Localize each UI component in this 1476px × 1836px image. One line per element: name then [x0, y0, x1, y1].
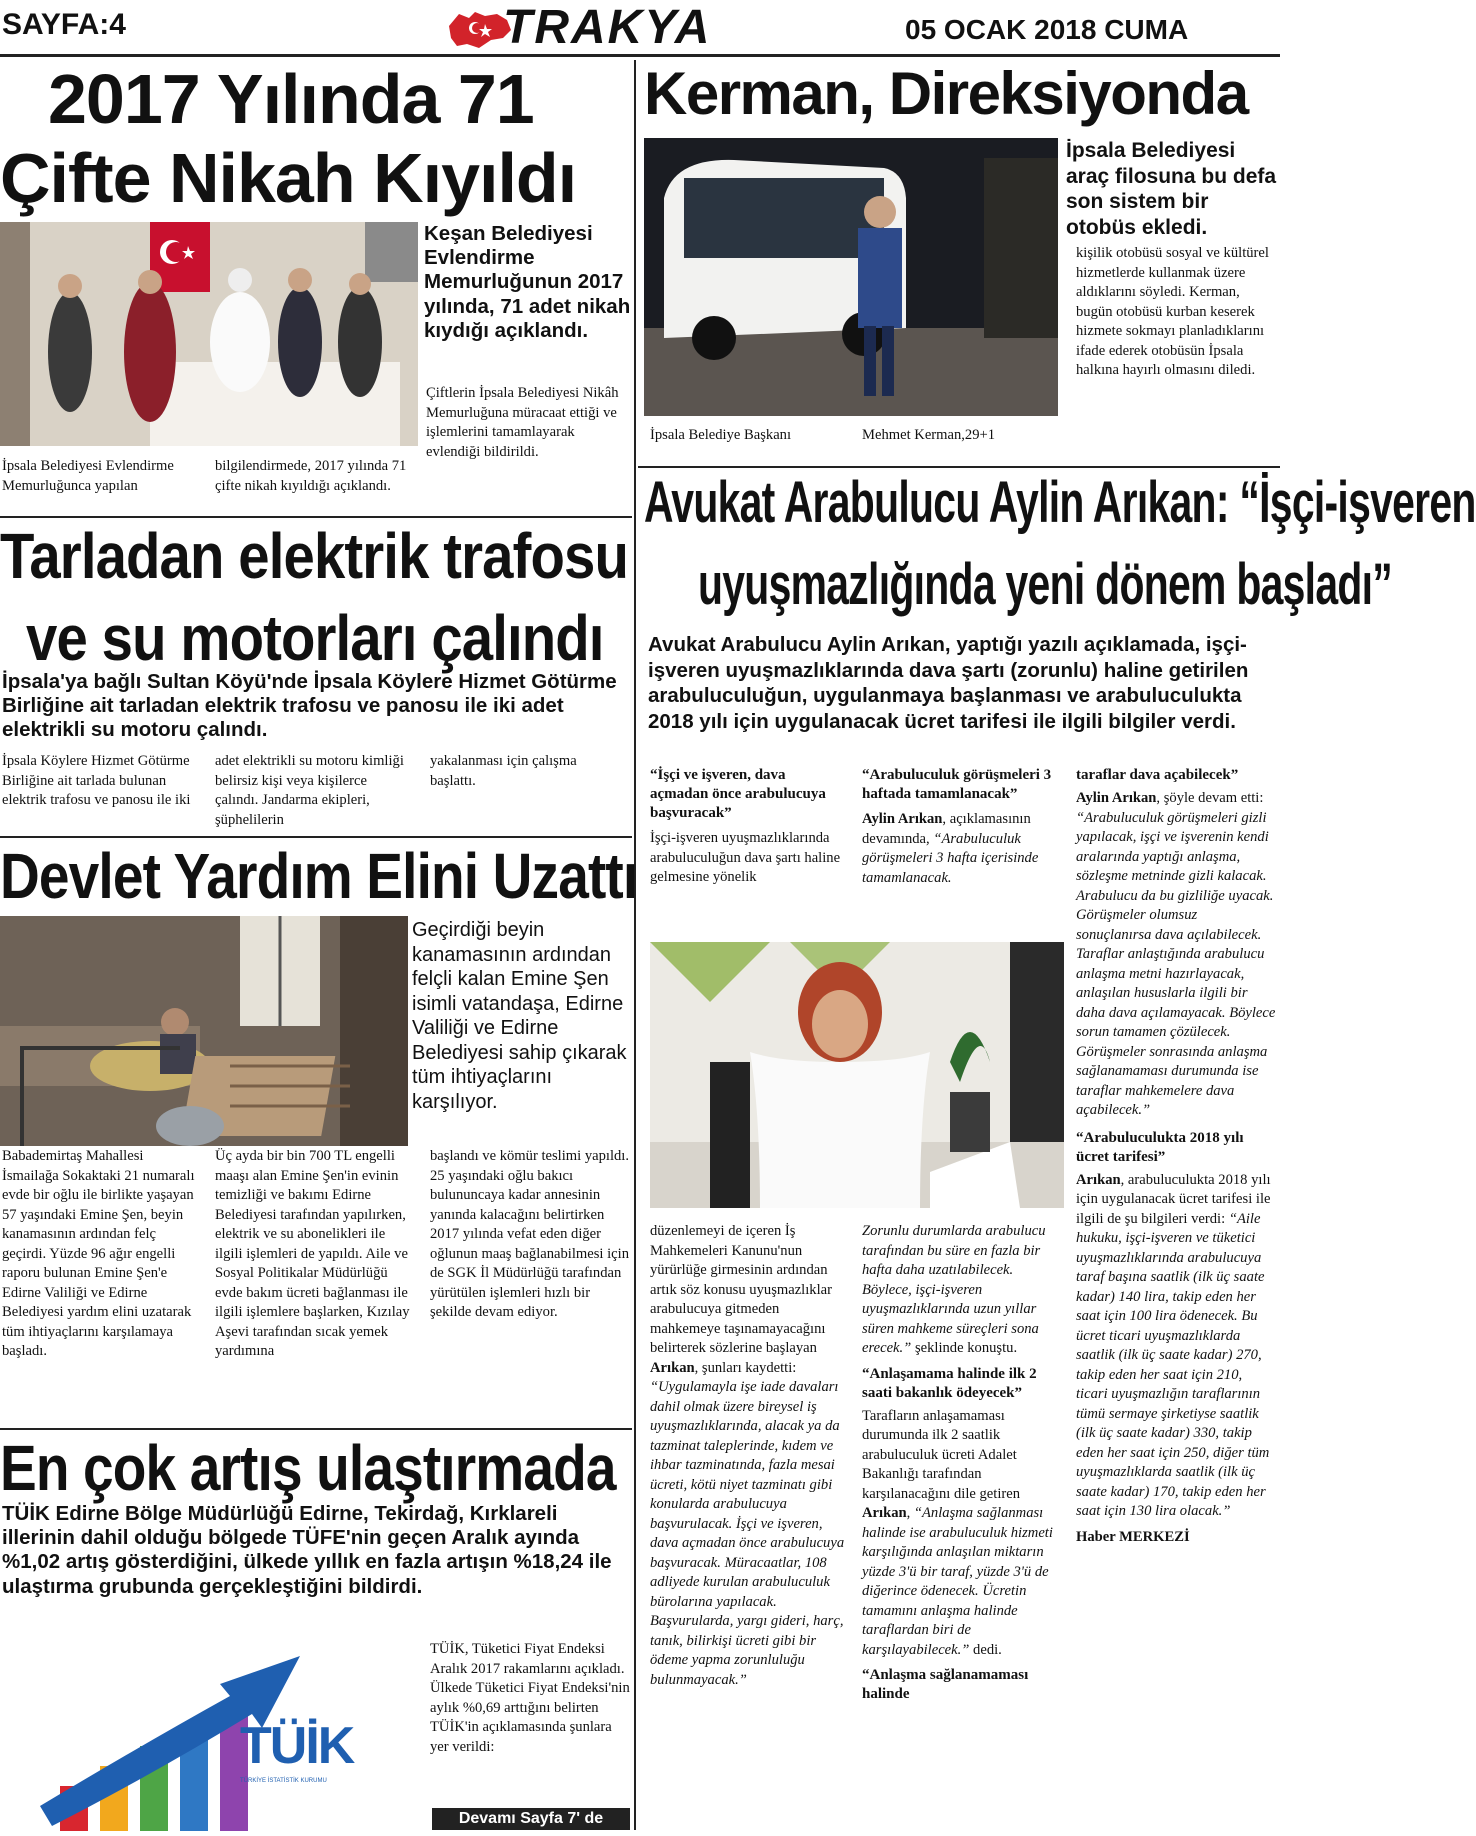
avukat-headline-2: uyuşmazlığında yeni dönem başladı” [698, 552, 1393, 617]
devlet-col3: başlandı ve kömür teslimi yapıldı. 25 yaşındaki oğlu bakıcı bulununcaya kadar annesinin yanında kalacağını belirtirken 2017 yılında vefat eden diğer oğlunun maaş bağlanabilmesi için de SGK İl Müdürlüğü tarafından yürütülen işlemleri hızlı bir şekilde devam ediyor. [430, 1148, 630, 1320]
avukat-col3 [1076, 766, 1276, 1547]
avukat-text: , şöyle devam etti: [1156, 790, 1264, 806]
page-number: SAYFA:4 [2, 8, 126, 41]
issue-date: 05 OCAK 2018 CUMA [905, 14, 1189, 45]
avukat-text: dedi. [969, 1641, 1002, 1658]
avukat-speaker: Arıkan [650, 1359, 695, 1376]
avukat-subheading: “Arabuluculukta 2018 yılı ücret tarifesi” [1076, 1129, 1244, 1165]
tuik-headline: En çok artış ulaştırmada [0, 1432, 616, 1504]
avukat-speaker: Aylin Arıkan [862, 811, 943, 827]
column-divider [634, 60, 636, 1830]
nikah-col3: Çiftlerin İpsala Belediyesi Nikâh Memurluğuna müracaat ettiği ve işlemlerini tamamlayarak evlendiği bildirildi. [426, 385, 619, 460]
avukat-lead: Avukat Arabulucu Aylin Arıkan, yaptığı yazılı açıklamada, işçi-işveren uyuşmazlıklarında dava şartı (zorunlu) haline getirilen arabuluculuğun, uygulanmaya başlanması ve arabuluculukta 2018 yılı için uygulanacak ücret tarifesi ile ilgili bilgiler verdi. [648, 633, 1249, 733]
avukat-subheading: “Arabuluculuk görüşmeleri 3 haftada tamamlanacak” [862, 767, 1052, 802]
nikah-lead: Keşan Belediyesi Evlendirme Memurluğunun 2017 yılında, 71 adet nikah kıydığı açıklandı. [424, 222, 631, 342]
trafo-headline-2: ve su motorları çalındı [26, 602, 604, 674]
kerman-body: kişilik otobüsü sosyal ve kültürel hizmetlerde kullanmak üzere aldıklarını söyledi. Kerman, bugün otobüsü kurban keserek hizmete sokmayı planladıklarını ifade ederek otobüsün İpsala halkına hayırlı olmasını diledi. [1076, 245, 1269, 378]
avukat-subheading: taraflar dava açabilecek” [1076, 767, 1239, 783]
avukat-col1-bottom [650, 1222, 848, 1690]
avukat-quote: “Arabuluculuk görüşmeleri gizli yapılacak, işçi ve işverenin kendi aralarında yaptığı anlaşma, sözleşme metninde gizli kalacak. Arabulucu da bu gizliliğe uyacak. Görüşmeler olumsuz sonuçlanırsa dava açılabilecek. Taraflar anlaştığında arabulucu anlaşma metni hazırlayacak, anlaşılan hususlarla ilgili bir daha dava açılamayacak. Böylece sorun tamamen çözülecek. Görüşmeler sonrasında anlaşma sağlanamaması durumunda ise taraflar mahkemelere dava açabilecek.” [1076, 809, 1276, 1118]
avukat-subheading: “İşçi ve işveren, dava açmadan önce arabulucuya başvuracak” [650, 767, 826, 821]
avukat-col1-top [650, 766, 846, 888]
tuik-logo-sub: TÜRKİYE İSTATİSTİK KURUMU [240, 1778, 327, 1784]
devlet-col1: Babademirtaş Mahallesi İsmailağa Sokaktaki 21 numaralı evde bir oğlu ile birlikte yaşayan 57 yaşındaki Emine Şen, beyin kanamasının ardından felç geçirdi. Yüzde 96 ağır engelli raporu bulunan Emine Şen'e Edirne Valiliği ve Edirne Belediyesi yardım elini uzatarak tüm ihtiyaçlarını karşılamaya başladı. [2, 1148, 195, 1359]
kerman-caption-1: İpsala Belediye Başkanı [650, 427, 792, 443]
avukat-photo [650, 942, 1064, 1208]
avukat-text: Tarafların anlaşamaması durumunda ilk 2 saatlik arabuluculuk ücreti Adalet Bakanlığı tarafından karşılanacağını dile getiren [862, 1407, 1021, 1502]
section-rule [638, 466, 1280, 468]
avukat-byline: Haber MERKEZİ [1076, 1528, 1190, 1545]
avukat-speaker: Arıkan [862, 1505, 907, 1521]
avukat-text: , arabuluculukta 2018 yılı için uygulanacak ücret tarifesi ile ilgili de şu bilgileri verdi: [1076, 1171, 1271, 1227]
avukat-col2-bottom: Zorunlu durumlarda arabulucu tarafından bu süre en fazla bir hafta daha uzatılabilecek. Böylece, işçi-işveren uyuşmazlıklarında uzun yıllar süren mahkeme süreçleri sona erecek.” şeklinde konuştu. “Anlaşamama halinde ilk 2 saati bakanlık ödeyecek” Tarafların anlaşamaması durumunda ilk 2 saatlik arabuluculuk ücreti Adalet Bakanlığı tarafından karşılanacağını dile getiren Arıkan, “Anlaşma sağlanması halinde ise arabuluculuk hizmeti karşılığında anlaşılan miktarın yüzde 3'ü bir taraf, yüzde 3'ü de diğerince ödenecek. Ücretin tamamını anlaşma halinde taraflardan biri de karşılayabilecek.” dedi. “Anlaşma sağlanamaması halinde [862, 1222, 1060, 1704]
trafo-lead: İpsala'ya bağlı Sultan Köyü'nde İpsala Köylere Hizmet Götürme Birliğine ait tarladan elektrik trafosu ve panosu ile iki adet elektrikli su motoru çalındı. [2, 670, 617, 742]
tuik-graphic [0, 1636, 420, 1831]
avukat-col2-top [862, 766, 1060, 888]
devlet-lead: Geçirdiği beyin kanamasının ardından felçli kalan Emine Şen isimli vatandaşa, Edirne Valiliği ve Edirne Belediyesi sahip çıkarak tüm ihtiyaçlarını karşılıyor. [412, 919, 627, 1113]
tuik-lead: TÜİK Edirne Bölge Müdürlüğü Edirne, Tekirdağ, Kırklareli illerinin dahil olduğu bölgede TÜFE'nin geçen Aralık ayında %1,02 artış gösterdiğini, ülkede yıllık en fazla artışın %18,24 ile ulaştırma grubunda gerçekleştiğini bildirdi. [2, 1502, 612, 1598]
avukat-subheading: “Anlaşamama halinde ilk 2 saati bakanlık ödeyecek” [862, 1365, 1037, 1401]
avukat-subheading: “Anlaşma sağlanamaması halinde [862, 1667, 1029, 1702]
nikah-photo [0, 222, 418, 446]
avukat-text: şeklinde konuştu. [911, 1340, 1018, 1356]
nikah-headline-1: 2017 Yılında 71 [48, 60, 534, 138]
avukat-speaker: Arıkan [1076, 1171, 1121, 1188]
tuik-body: TÜİK, Tüketici Fiyat Endeksi Aralık 2017 rakamlarını açıkladı. Ülkede Tüketici Fiyat Endeksi'nin aylık %0,69 arttığını belirten TÜİK'in açıklamasında şunlara yer verildi: [430, 1641, 630, 1755]
avukat-text: , açıklamasının devamında, [862, 811, 1031, 847]
avukat-quote: “Aile hukuku, işçi-işveren ve tüketici uyuşmazlıklarında arabulucuya taraf başına saatlik (ilk üç saate kadar) 140 lira, takip eden her saat için 100 lira ödenecek. Bu ücret ticari uyuşmazlıklarda saatlik (ilk üç saate kadar) 270, takip eden her saat için 210, ticari uyuşmazlığın taraflarının tümü sermaye şirketiyse saatlik (ilk üç saate kadar) 330, takip eden her saat için 250, diğer tüm uyuşmazlıklarda saatlik (ilk üç saate kadar) 170, takip eden her saat için 130 lira olacak.” [1076, 1210, 1270, 1519]
nikah-col2: bilgilendirmede, 2017 yılında 71 çifte nikah kıyıldığı açıklandı. [215, 458, 407, 494]
nikah-col1: İpsala Belediyesi Evlendirme Memurluğunca yapılan [2, 458, 174, 494]
trafo-col3: yakalanması için çalışma başlattı. [430, 753, 577, 789]
avukat-quote: “Anlaşma sağlanması halinde ise arabuluculuk hizmeti karşılığında anlaşılan miktarın yüzde 3'ü bir taraf, yüzde 3'ü de diğerince ödenecek. Ücretin tamamını anlaşma halinde taraflardan biri de karşılayabilecek.” [862, 1505, 1053, 1658]
avukat-text: düzenlemeyi de içeren İş Mahkemeleri Kanunu'nun yürürlüğe girmesinin ardından artık söz konusu uyuşmazlıklar arabulucuya gitmeden mahkemeye taşınamayacağını belirterek sözlerine başlayan [650, 1223, 832, 1356]
avukat-text: İşçi-işveren uyuşmazlıklarında arabuluculuğun dava şartı haline gelmesine yönelik [650, 830, 841, 885]
nikah-headline-2: Çifte Nikah Kıyıldı [0, 139, 577, 217]
masthead-logo [445, 1, 765, 54]
kerman-lead: İpsala Belediyesi araç filosuna bu defa son sistem bir otobüs ekledi. [1066, 139, 1277, 239]
avukat-quote: Zorunlu durumlarda arabulucu tarafından bu süre en fazla bir hafta daha uzatılabilecek. Böylece, işçi-işveren uyuşmazlıklarında uzun yıllar süren mahkeme süreçleri sona erecek.” [862, 1223, 1046, 1356]
continue-link[interactable]: Devamı Sayfa 7' de [432, 1808, 630, 1830]
avukat-text: , şunları kaydetti: [694, 1359, 797, 1376]
section-rule [0, 836, 632, 838]
section-rule [0, 516, 632, 518]
kerman-headline: Kerman, Direksiyonda [644, 60, 1248, 127]
avukat-headline-1: Avukat Arabulucu Aylin Arıkan: “İşçi-işveren [644, 470, 1476, 535]
devlet-headline: Devlet Yardım Elini Uzattı [0, 840, 638, 912]
devlet-photo [0, 916, 408, 1146]
avukat-quote: “Arabuluculuk görüşmeleri 3 hafta içerisinde tamamlanacak. [862, 830, 1039, 886]
trafo-col2: adet elektrikli su motoru kimliği belirsiz kişi veya kişilerce çalındı. Jandarma ekipleri, şüphelilerin [215, 753, 404, 828]
devlet-col2: Üç ayda bir bin 700 TL engelli maaşı alan Emine Şen'in evinin temizliği ve bakımı Edirne Belediyesi tarafından yapılırken, elektrik ve su abonelikleri ile ilgili işlemleri de yapıldı. Aile ve Sosyal Politikalar Müdürlüğü evde bakım ücreti bağlanması ile ilgili işlemlere başlarken, Kızılay Aşevi tarafından sıcak yemek yardımına [215, 1148, 410, 1359]
trafo-col1: İpsala Köylere Hizmet Götürme Birliğine ait tarlada bulunan elektrik trafosu ve panosu ile iki [2, 753, 191, 808]
section-rule [0, 1428, 632, 1430]
masthead-rule [0, 54, 1280, 57]
masthead-title: TRAKYA [503, 1, 712, 54]
avukat-speaker: Aylin Arıkan [1076, 790, 1157, 806]
trafo-headline-1: Tarladan elektrik trafosu [0, 520, 628, 592]
kerman-caption-2: Mehmet Kerman,29+1 [862, 427, 996, 443]
tuik-logo: TÜİK [240, 1717, 354, 1775]
kerman-photo [644, 138, 1058, 416]
avukat-quote: “Uygulamayla işe iade davaları dahil olmak üzere bireysel iş uyuşmazlıklarında, alacak ya da tazminat taleplerinde, kıdem ve ihbar tazminatında, fazla mesai ücreti, kötü niyet tazminatı gibi konularda arabulucuya başvurulacak. İşçi ve işveren, dava açmadan önce arabulucuya başvuracak. Müracaatlar, 108 adliyede kurulan arabuluculuk bürolarına yapılacak. Başvurularda, yargı gideri, harç, tanık, bilirkişi ücreti gibi bir ödeme yapma zorunluluğu bulunmayacak.” [650, 1379, 845, 1688]
